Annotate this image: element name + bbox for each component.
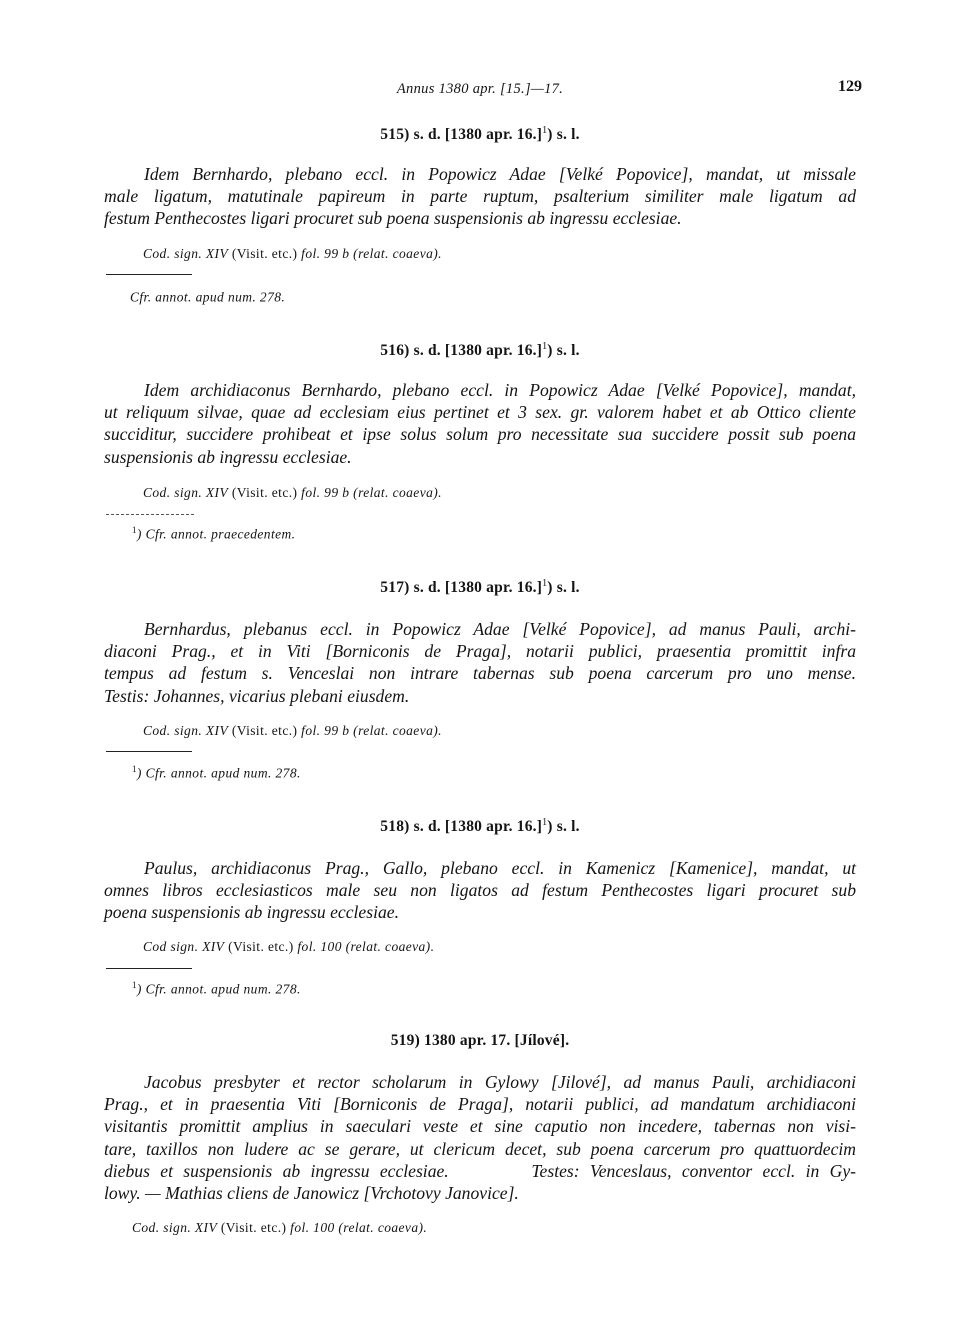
source-citation: [143, 939, 434, 955]
page-number: 129: [838, 78, 862, 95]
body-line: Idem Bernhardo, plebano eccl. in Popowicz Adae [Velké Popovice], mandat, ut missale: [144, 164, 856, 184]
source-codex: Cod sign. XIV: [143, 939, 225, 954]
source-citation: [143, 485, 442, 501]
body-line: omnes libros ecclesiasticos male seu non ligatos ad festum Penthecostes ligari procuret sub: [104, 880, 856, 901]
body-line: ut reliquum silvae, quae ad ecclesiam eius pertinet et 3 sex. gr. valorem habet et ab Ottico cliente: [104, 402, 856, 423]
source-folio: fol. 99 b (relat. coaeva).: [301, 485, 442, 500]
doc-body: [104, 857, 856, 924]
doc-body: [104, 618, 856, 707]
body-line: visitantis promittit amplius in saeculari veste et sine caputio non incedere, tabernas non visi-: [104, 1116, 856, 1137]
doc-body: [104, 163, 856, 230]
body-line: tare, taxillos non ludere ac se gerare, ut clericum decet, sub poena carcerum pro quattuordecim: [104, 1138, 856, 1159]
footnote-text: ) Cfr. annot. apud num. 278.: [136, 765, 301, 781]
body-line: succiditur, succidere prohibeat et ipse solus solum pro necessitate sua succidere possit sub poena: [104, 424, 856, 445]
doc-heading-text: 515) s. d. [1380 apr. 16.]: [380, 126, 543, 144]
footnote-ref: 1: [542, 341, 548, 352]
source-collection: (Visit. etc.): [220, 1220, 287, 1235]
footnote: [132, 764, 301, 782]
source-collection: (Visit. etc.): [231, 485, 298, 500]
footnote-marker: 1: [132, 525, 137, 535]
body-line: festum Penthecostes ligari procuret sub poena suspensionis ab ingressu ecclesiae.: [104, 208, 682, 229]
doc-heading-text: 517) s. d. [1380 apr. 16.]: [380, 579, 543, 597]
footnote: [130, 288, 285, 306]
doc-heading-tail: ) s. l.: [547, 579, 580, 597]
footnote-text: ) Cfr. annot. praecedentem.: [136, 526, 296, 542]
footnote-text: ) Cfr. annot. apud num. 278.: [136, 981, 301, 997]
source-collection: (Visit. etc.): [231, 723, 298, 738]
source-codex: Cod. sign. XIV: [143, 723, 229, 738]
body-line: Testis: Johannes, vicarius plebani eiusdem.: [104, 685, 410, 706]
footnote-text: Cfr. annot. apud num. 278.: [130, 289, 286, 305]
source-citation: [132, 1220, 427, 1236]
body-line: diebus et suspensionis ab ingressu ecclesiae. Testes: Venceslaus, conventor eccl. in Gy-: [104, 1160, 856, 1181]
source-folio: fol. 99 b (relat. coaeva).: [301, 246, 442, 261]
source-collection: (Visit. etc.): [231, 246, 298, 261]
footnote-rule: [106, 751, 192, 752]
source-citation: [143, 246, 442, 262]
source-folio: fol. 99 b (relat. coaeva).: [301, 723, 442, 738]
source-collection: (Visit. etc.): [228, 939, 294, 954]
source-folio: fol. 100 (relat. coaeva).: [297, 939, 435, 954]
footnote-ref: 1: [542, 125, 548, 136]
source-codex: Cod. sign. XIV: [132, 1220, 218, 1235]
doc-heading: [0, 1032, 960, 1050]
running-head: Annus 1380 apr. [15.]—17.: [396, 81, 564, 97]
footnote: [132, 980, 301, 998]
body-line: tempus ad festum s. Venceslai non intrare tabernas sub poena carcerum pro uno mense.: [104, 663, 856, 684]
footnote-ref: 1: [542, 817, 548, 828]
doc-body: [104, 379, 856, 468]
doc-heading-tail: ) s. l.: [547, 342, 580, 360]
body-line: male ligatum, matutinale papireum in parte ruptum, psalterium similiter male ligatum ad: [104, 186, 856, 207]
footnote-marker: 1: [132, 764, 137, 774]
doc-heading-tail: ) s. l.: [547, 126, 580, 144]
source-citation: [143, 723, 442, 739]
doc-heading: [0, 817, 960, 836]
footnote-rule: [106, 968, 192, 969]
source-folio: fol. 100 (relat. coaeva).: [290, 1220, 428, 1235]
body-line: Jacobus presbyter et rector scholarum in Gylowy [Jilové], ad manus Pauli, archidiaconi: [144, 1072, 856, 1092]
body-line: Idem archidiaconus Bernhardo, plebano eccl. in Popowicz Adae [Velké Popovice], mandat,: [144, 380, 856, 400]
body-line: Bernhardus, plebanus eccl. in Popowicz Adae [Velké Popovice], ad manus Pauli, archi-: [144, 619, 856, 639]
source-codex: Cod. sign. XIV: [143, 485, 229, 500]
body-line: lowy. — Mathias cliens de Janowicz [Vrchotovy Janovice].: [104, 1183, 519, 1204]
body-line: Paulus, archidiaconus Prag., Gallo, plebano eccl. in Kamenicz [Kamenice], mandat, ut: [144, 858, 856, 878]
doc-heading: [0, 125, 960, 144]
doc-heading-text: 519) 1380 apr. 17. [Jílové].: [390, 1032, 570, 1049]
body-line: Prag., et in praesentia Viti [Borniconis de Praga], notarii publici, ad mandatum archidiaconi: [104, 1094, 856, 1115]
doc-heading-text: 516) s. d. [1380 apr. 16.]: [380, 342, 543, 360]
doc-heading: [0, 578, 960, 597]
doc-body: [104, 1071, 856, 1204]
footnote-marker: 1: [132, 980, 137, 990]
doc-heading: [0, 341, 960, 360]
doc-heading-tail: ) s. l.: [547, 818, 580, 836]
footnote-rule: [106, 274, 192, 275]
footnote-ref: 1: [542, 578, 548, 589]
body-line: suspensionis ab ingressu ecclesiae.: [104, 446, 352, 467]
footnote-rule: [106, 514, 194, 515]
doc-heading-text: 518) s. d. [1380 apr. 16.]: [380, 818, 543, 836]
source-codex: Cod. sign. XIV: [143, 246, 229, 261]
footnote: [132, 525, 295, 543]
body-line: poena suspensionis ab ingressu ecclesiae.: [104, 902, 399, 923]
body-line: diaconi Prag., et in Viti [Borniconis de Praga], notarii publici, praesentia promittit infra: [104, 641, 856, 662]
